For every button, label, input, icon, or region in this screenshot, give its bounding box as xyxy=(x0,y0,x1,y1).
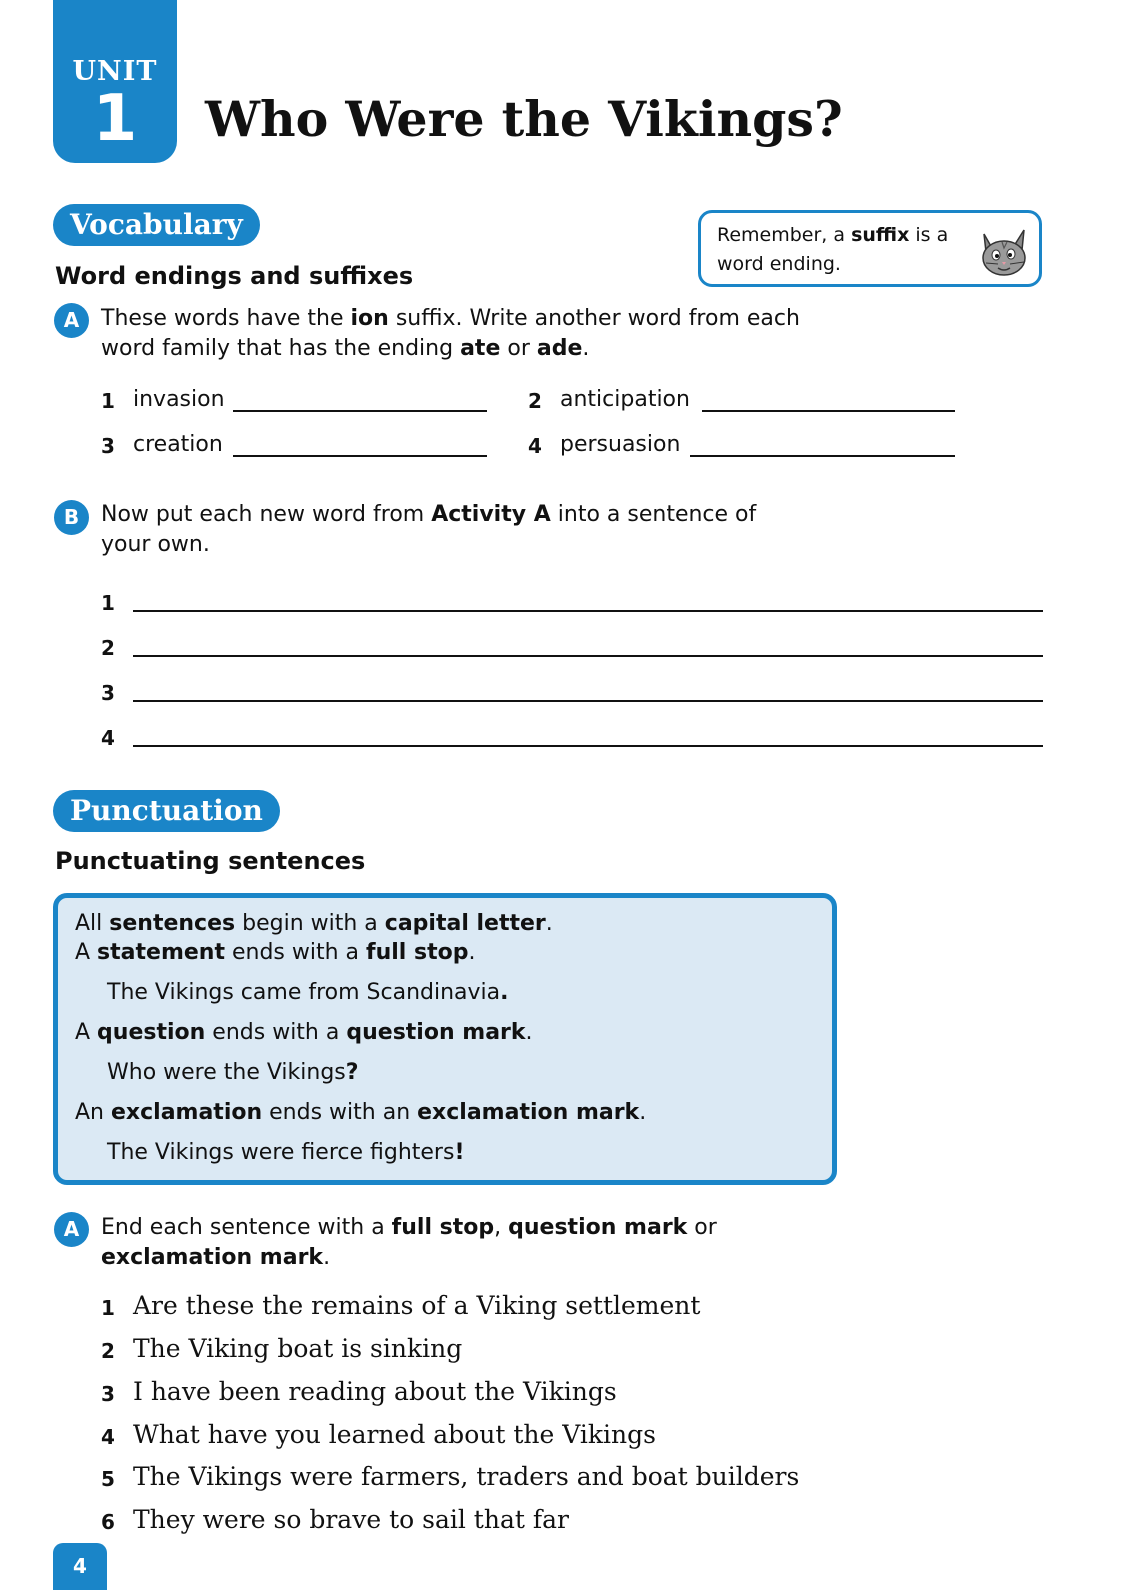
rule-question: A question ends with a question mark. xyxy=(75,1020,533,1045)
vocabulary-pill: Vocabulary xyxy=(53,204,260,246)
sentence-line[interactable] xyxy=(133,610,1043,612)
sentence-text: What have you learned about the Vikings xyxy=(133,1420,656,1449)
example-statement: The Vikings came from Scandinavia. xyxy=(107,980,509,1005)
sentence-text: I have been reading about the Vikings xyxy=(133,1377,617,1406)
cat-mascot-icon xyxy=(974,220,1034,280)
sentence-line[interactable] xyxy=(133,700,1043,702)
sentence-number: 4 xyxy=(101,1425,115,1449)
answer-blank[interactable] xyxy=(690,455,955,457)
sentence-number: 3 xyxy=(101,1382,115,1406)
rule-exclamation: An exclamation ends with an exclamation mark. xyxy=(75,1100,647,1125)
punctuation-subheading: Punctuating sentences xyxy=(55,847,366,875)
page-number: 4 xyxy=(53,1543,107,1590)
sentence-text: Are these the remains of a Viking settlement xyxy=(133,1291,701,1320)
item-word: persuasion xyxy=(560,432,681,457)
sentence-text: They were so brave to sail that far xyxy=(133,1505,569,1534)
item-number: 1 xyxy=(101,389,115,413)
sentence-line[interactable] xyxy=(133,655,1043,657)
punctuation-activity-a-badge: A xyxy=(54,1212,89,1247)
rule-capital-letter: All sentences begin with a capital letter. xyxy=(75,911,553,936)
line-number: 2 xyxy=(101,636,115,660)
item-word: invasion xyxy=(133,387,225,412)
punctuation-rules-box xyxy=(53,893,837,1185)
unit-tab xyxy=(53,0,177,163)
unit-label: UNIT xyxy=(72,56,158,87)
answer-blank[interactable] xyxy=(233,410,487,412)
item-number: 3 xyxy=(101,434,115,458)
activity-b-badge: B xyxy=(54,500,89,535)
line-number: 4 xyxy=(101,726,115,750)
item-number: 2 xyxy=(528,389,542,413)
activity-a-instructions: These words have the ion suffix. Write another word from each word family that has the ending ate or ade. xyxy=(101,306,800,361)
tip-box xyxy=(698,210,1042,287)
tip-text: Remember, a suffix is a word ending. xyxy=(717,224,949,275)
line-number: 1 xyxy=(101,591,115,615)
item-word: anticipation xyxy=(560,387,690,412)
line-number: 3 xyxy=(101,681,115,705)
sentence-number: 5 xyxy=(101,1467,115,1491)
sentence-number: 2 xyxy=(101,1339,115,1363)
vocabulary-subheading: Word endings and suffixes xyxy=(55,262,414,290)
unit-number: 1 xyxy=(92,82,138,156)
activity-b-instructions: Now put each new word from Activity A into a sentence of your own. xyxy=(101,502,757,557)
page-title: Who Were the Vikings? xyxy=(205,90,843,148)
sentence-number: 1 xyxy=(101,1296,115,1320)
example-question: Who were the Vikings? xyxy=(107,1060,359,1085)
punctuation-pill: Punctuation xyxy=(53,790,280,832)
item-word: creation xyxy=(133,432,223,457)
sentence-number: 6 xyxy=(101,1510,115,1534)
activity-a-badge: A xyxy=(54,303,89,338)
rule-statement: A statement ends with a full stop. xyxy=(75,940,476,965)
item-number: 4 xyxy=(528,434,542,458)
punctuation-activity-a-instructions: End each sentence with a full stop, question mark or exclamation mark. xyxy=(101,1215,717,1270)
answer-blank[interactable] xyxy=(702,410,955,412)
sentence-text: The Viking boat is sinking xyxy=(133,1334,463,1363)
example-exclamation: The Vikings were fierce fighters! xyxy=(107,1140,465,1165)
sentence-line[interactable] xyxy=(133,745,1043,747)
sentence-text: The Vikings were farmers, traders and boat builders xyxy=(133,1462,800,1491)
answer-blank[interactable] xyxy=(233,455,487,457)
